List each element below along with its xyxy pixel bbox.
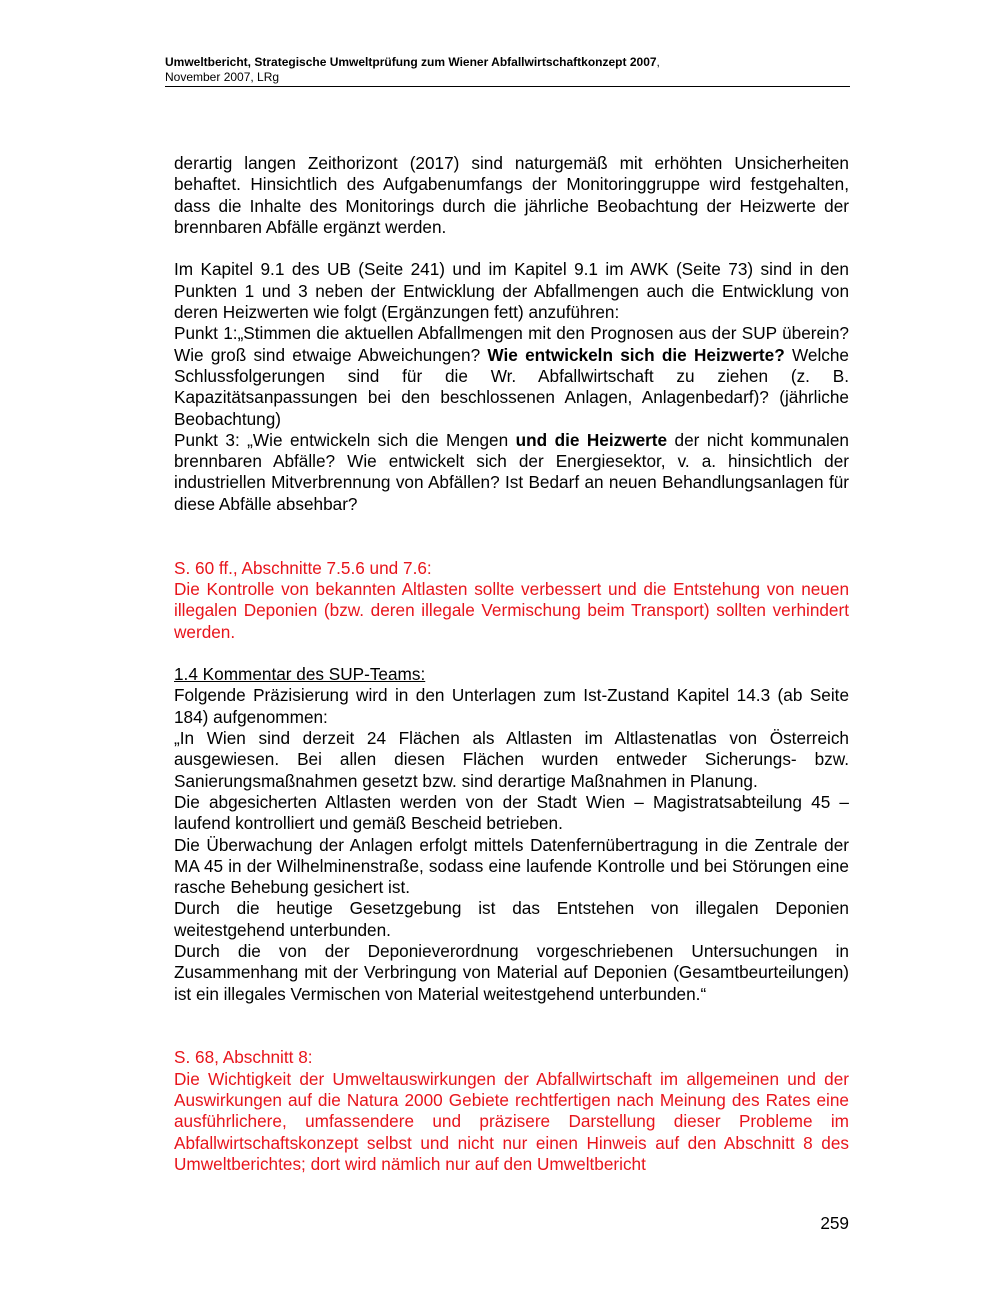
comment-paragraph-1: Folgende Präzisierung wird in den Unterlagen zum Ist-Zustand Kapitel 14.3 (ab Seite 184) aufgenommen: xyxy=(174,685,849,727)
comment-paragraph-3: Die abgesicherten Altlasten werden von der Stadt Wien – Magistratsabteilung 45 – laufend kontrolliert und gemäß Bescheid betrieben. xyxy=(174,791,849,834)
header-title-suffix: , xyxy=(656,55,660,69)
paragraph-kapitel: Im Kapitel 9.1 des UB (Seite 241) und im Kapitel 9.1 im AWK (Seite 73) sind in den Punkten 1 und 3 neben der Entwicklung der Abfallmengen auch die Entwicklung von deren Heizwerten wie folgt (Ergänzungen fett) anzuführen: xyxy=(174,259,849,323)
comment-heading: 1.4 Kommentar des SUP-Teams: xyxy=(174,664,426,685)
paragraph-monitoring: derartig langen Zeithorizont (2017) sind naturgemäß mit erhöhten Unsicherheiten behaftet. Hinsichtlich des Aufgabenumfangs der Monitoringgruppe wird festgehalten, dass die Inhalte des Monitorings durch die jährliche Beobachtung der Heizwerte der brennbaren Abfälle ergänzt werden. xyxy=(174,153,849,237)
page-body xyxy=(174,153,849,1175)
punkt-1-text-end: Welche Schlussfolgerungen sind für die Wr. Abfallwirtschaft zu ziehen (z. B. Kapazitätsanpassungen bei den beschlossenen Anlagen, Anlagenbedarf)? (jährliche Beobachtung) xyxy=(174,344,849,429)
paragraph-punkt-1 xyxy=(174,323,849,429)
red-section-title-2: S. 68, Abschnitt 8: xyxy=(174,1047,313,1068)
header-subtitle: November 2007, LRg xyxy=(165,70,280,84)
punkt-1-text: Punkt 1:„Stimmen die aktuellen Abfallmengen mit den Prognosen aus der SUP überein? Wie groß sind etwaige Abweichungen? xyxy=(174,323,849,365)
red-section-text-1: Die Kontrolle von bekannten Altlasten sollte verbessert und die Entstehung von neuen illegalen Deponien (bzw. deren illegale Vermischung beim Transport) sollten verhindert werden. xyxy=(174,578,849,642)
punkt-3-bold: und die Heizwerte xyxy=(515,429,668,450)
header-title: Umweltbericht, Strategische Umweltprüfung zum Wiener Abfallwirtschaftkonzept 2007 xyxy=(165,55,657,69)
paragraph-punkt-3 xyxy=(174,430,849,515)
comment-paragraph-2: „In Wien sind derzeit 24 Flächen als Altlasten im Altlastenatlas von Österreich ausgewiesen. Bei allen diesen Flächen wurden entweder Sicherungs- bzw. Sanierungsmaßnahmen gesetzt bzw. sind derartige Maßnahmen in Planung. xyxy=(174,728,849,791)
running-header xyxy=(165,55,850,87)
punkt-3-text: Punkt 3: „Wie entwickeln sich die Mengen xyxy=(174,429,516,450)
punkt-1-bold: Wie entwickeln sich die Heizwerte? xyxy=(487,344,785,365)
red-section-title-1: S. 60 ff., Abschnitte 7.5.6 und 7.6: xyxy=(174,557,432,578)
comment-paragraph-6: Durch die von der Deponieverordnung vorgeschriebenen Untersuchungen in Zusammenhang mit der Verbringung von Material auf Deponien (Gesamtbeurteilungen) ist ein illegales Vermischen von Material weitestgehend unterbunden.“ xyxy=(174,940,849,1004)
red-section-text-2: Die Wichtigkeit der Umweltauswirkungen der Abfallwirtschaft im allgemeinen und der Auswirkungen auf die Natura 2000 Gebiete rechtfertigen nach Meinung des Rates eine ausführlichere, umfassendere und präzisere Darstellung dieser Probleme im Abfallwirtschaftskonzept selbst und nicht nur einen Hinweis auf den Abschnitt 8 des Umweltberichtes; dort wird nämlich nur auf den Umweltbericht xyxy=(174,1068,849,1174)
comment-paragraph-4: Die Überwachung der Anlagen erfolgt mittels Datenfernübertragung in die Zentrale der MA 45 in der Wilhelminenstraße, sodass eine laufende Kontrolle und bei Störungen eine rasche Behebung gesichert ist. xyxy=(174,834,849,898)
comment-paragraph-5: Durch die heutige Gesetzgebung ist das Entstehen von illegalen Deponien weitestgehend unterbunden. xyxy=(174,898,849,940)
punkt-3-text-end: der nicht kommunalen brennbaren Abfälle? Wie entwickelt sich der Energiesektor, v. a. hinsichtlich der industriellen Mitverbrennung von Abfällen? Ist Bedarf an neuen Behandlungsanlagen für diese Abfälle absehbar? xyxy=(174,429,849,514)
header-title-line xyxy=(165,55,850,70)
page-number: 259 xyxy=(820,1213,849,1233)
